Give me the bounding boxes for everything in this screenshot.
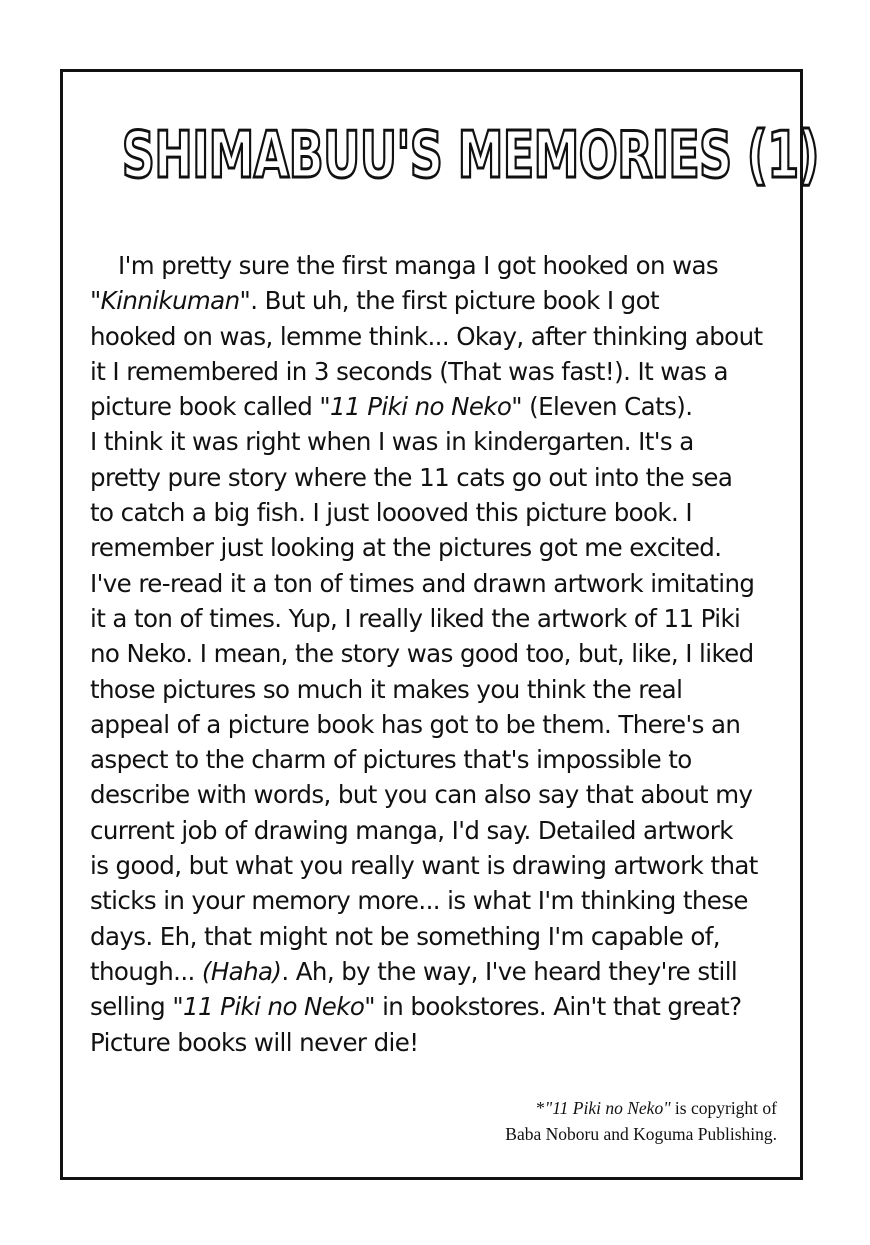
text-line: hooked on was, lemme think... Okay, after thinking about xyxy=(90,321,763,351)
text-line: though... (Haha). Ah, by the way, I've heard they're still xyxy=(90,956,738,986)
essay-body xyxy=(90,248,780,1060)
text-line: I'm pretty sure the first manga I got hooked on was xyxy=(118,251,719,280)
text-line: it I remembered in 3 seconds (That was fast!). It was a xyxy=(90,356,728,386)
asterisk: * xyxy=(536,1098,545,1118)
text-line: is good, but what you really want is drawing artwork that xyxy=(90,851,758,881)
italic-title: "11 Piki no Neko" xyxy=(544,1098,671,1118)
copyright-note-line-1: *"11 Piki no Neko" is copyright of xyxy=(536,1098,777,1118)
text-line: aspect to the charm of pictures that's impossible to xyxy=(90,745,692,775)
text-line: selling "11 Piki no Neko" in bookstores. Ain't that great? xyxy=(90,992,742,1022)
text-line: Picture books will never die! xyxy=(90,1027,419,1057)
italic-title: "11 Piki no Neko" xyxy=(319,392,522,422)
text-line: remember just looking at the pictures got me excited. xyxy=(90,533,722,563)
text-line: I think it was right when I was in kindergarten. It's a xyxy=(90,427,694,457)
text-line: no Neko. I mean, the story was good too, but, like, I liked xyxy=(90,639,754,669)
text-line: picture book called "11 Piki no Neko" (Eleven Cats). xyxy=(90,392,693,422)
text-line: it a ton of times. Yup, I really liked the artwork of 11 Piki xyxy=(90,603,741,633)
text-line: I've re-read it a ton of times and drawn artwork imitating xyxy=(90,568,755,598)
text-line: those pictures so much it makes you think the real xyxy=(90,674,683,704)
text-line: days. Eh, that might not be something I'm capable of, xyxy=(90,921,720,951)
copyright-note xyxy=(505,1095,777,1147)
text-line: current job of drawing manga, I'd say. Detailed artwork xyxy=(90,815,733,845)
text-line: describe with words, but you can also say that about my xyxy=(90,780,753,810)
text-line: to catch a big fish. I just loooved this picture book. I xyxy=(90,498,693,528)
italic-aside: (Haha) xyxy=(201,956,282,986)
text-line: "Kinnikuman". But uh, the first picture book I got xyxy=(90,286,660,316)
text-line: appeal of a picture book has got to be them. There's an xyxy=(90,709,741,739)
page-title: SHIMABUU'S MEMORIES (1) xyxy=(121,119,819,193)
copyright-note-line-2: Baba Noboru and Koguma Publishing. xyxy=(505,1124,777,1144)
text-line: sticks in your memory more... is what I'm thinking these xyxy=(90,886,748,916)
italic-title: "Kinnikuman" xyxy=(90,286,251,316)
text-line: pretty pure story where the 11 cats go out into the sea xyxy=(90,462,733,492)
italic-title: "11 Piki no Neko" xyxy=(172,992,375,1022)
